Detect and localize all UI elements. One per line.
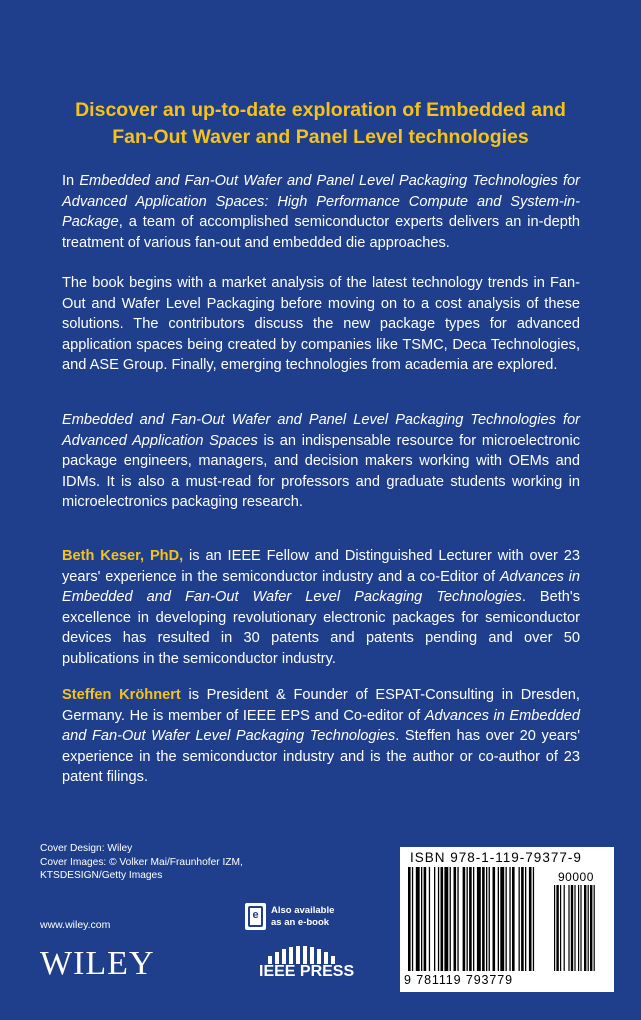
barcode-bar [486,867,487,971]
barcode-bar [444,867,448,971]
barcode-addon-bar [568,885,569,971]
description-paragraph-2: The book begins with a market analysis of the latest technology trends in Fan-Out and Wafer Level Packaging before moving on to a cost analysis of these solutions. The contributors discuss the new package types for advanced application spaces being created by companies like TSMC, Deca Technologies, and ASE Group. Finally, emerging technologies from academia are explored. [62,275,580,373]
barcode-bar [450,867,451,971]
barcode-bar [482,867,485,971]
ebook-text-line-1: Also available [271,905,335,916]
barcode-bar [529,867,532,971]
barcode-bar [457,867,458,971]
barcode-bar [506,867,507,971]
barcode-bar [509,867,510,971]
barcode-bar [493,867,496,971]
headline-line-1: Discover an up-to-date exploration of Embedded and [75,99,566,121]
keser-bio-part-1: is an IEEE Fellow and Distinguished Lecturer with over 23 years' experience in the semiconductor industry and a co-Editor of [62,548,580,585]
barcode-bar [412,867,413,971]
p3-rest: is an indispensable resource for microelectronic package engineers, managers, and decision makers working with OEMs and IDMs. It is also a must-read for professors and graduate students working in microelectronics packaging research. [62,432,580,510]
barcode-bar [533,867,534,971]
barcode-addon-bar [564,885,565,971]
keser-bio-book-title: Advances in Embedded and Fan-Out Wafer Level Packaging Technologies [62,568,580,605]
barcode-bar [500,867,504,971]
krohnert-bio-part-2: . Steffen has over 20 years' experience in the semiconductor industry and is the author or co-author of 23 patent filings. [62,728,580,785]
barcode-addon-bar [560,885,561,971]
cover-design-credit: Cover Design: Wiley [40,843,133,854]
barcode-bar [521,867,524,971]
barcode-bar [429,867,430,971]
barcode-bar [525,867,526,971]
description-paragraph-3 [62,410,580,513]
cover-images-credit-line-1: Cover Images: © Volker Mai/Fraunhofer IZM, [40,856,243,868]
barcode-addon-bar [594,885,595,971]
barcode-bar [467,867,468,971]
barcode-bar [441,867,444,971]
barcode-bar [434,867,435,971]
p1-book-title: Embedded and Fan-Out Wafer and Panel Level Packaging Technologies for Advanced Application Spaces: High Performance Compute and System-in-Package [62,173,580,230]
ebook-availability [245,903,365,933]
krohnert-bio-part-1: is President & Founder of ESPAT-Consulting in Dresden, Germany. He is member of IEEE EPS and Co-editor of [62,687,580,724]
krohnert-bio-book-title: Advances in Embedded and Fan-Out Wafer Level Packaging Technologies [62,707,580,744]
barcode-addon-bar [574,885,575,971]
barcode-addon-bar [584,885,586,971]
isbn-text: ISBN 978-1-119-79377-9 [410,850,582,865]
author-bio-krohnert [62,685,580,788]
ebook-icon [245,903,266,930]
description-paragraph-1 [62,171,580,253]
wiley-logo: WILEY [40,945,155,982]
barcode-bars [400,847,614,992]
barcode-addon-bar [590,885,592,971]
barcode-bar [416,867,420,971]
barcode-bar [473,867,474,971]
ebook-icon-letter: e [248,906,263,927]
barcode-bar [519,867,520,971]
barcode-addon-bar [578,885,579,971]
headline-line-2: Fan-Out Waver and Panel Level technologies [112,126,529,148]
publisher-website[interactable]: www.wiley.com [40,919,111,931]
barcode-addon-bar [556,885,558,971]
ieee-press-label: IEEE PRESS [259,963,355,980]
ebook-text [271,905,334,929]
keser-bio-part-2: . Beth's excellence in developing revolutionary electronic packages for semiconductor devices has resulted in 30 patents and patents pending and over 50 publications in the semiconductor industry. [62,589,580,667]
barcode-bar [438,867,439,971]
barcode-bar [498,867,499,971]
barcode-addon-bar [554,885,555,971]
barcode-bar [469,867,472,971]
ieee-press-logo [259,942,355,982]
author-bio-keser [62,546,580,669]
barcode-bar [512,867,515,971]
barcode-bar [424,867,427,971]
barcode-addon-code: 90000 [558,870,594,884]
barcode-addon-bar [571,885,573,971]
barcode-bar [463,867,466,971]
cover-images-credit-line-2: KTSDESIGN/Getty Images [40,870,163,881]
cover-credits [40,842,300,883]
barcode-bar [421,867,422,971]
ebook-text-line-2: as an e-book [271,917,330,928]
barcode-bar [477,867,481,971]
headline [50,97,591,151]
p3-book-title: Embedded and Fan-Out Wafer and Panel Level Packaging Technologies for Advanced Application Spaces [62,412,580,449]
author-name-krohnert: Steffen Kröhnert [62,687,181,703]
barcode-bar [454,867,457,971]
barcode-bar [408,867,411,971]
barcode-addon-bar [588,885,589,971]
barcode-addon-bar [580,885,581,971]
ieee-press-arc-icon [262,942,352,964]
barcode-digits: 9 781119 793779 [404,973,513,987]
isbn-barcode [400,847,614,992]
author-name-keser: Beth Keser, PhD, [62,548,184,564]
p1-intro: In [62,173,80,189]
barcode-bar [489,867,490,971]
p1-rest: , a team of accomplished semiconductor experts delivers an in-depth treatment of various fan-out and embedded die approaches. [62,214,580,251]
